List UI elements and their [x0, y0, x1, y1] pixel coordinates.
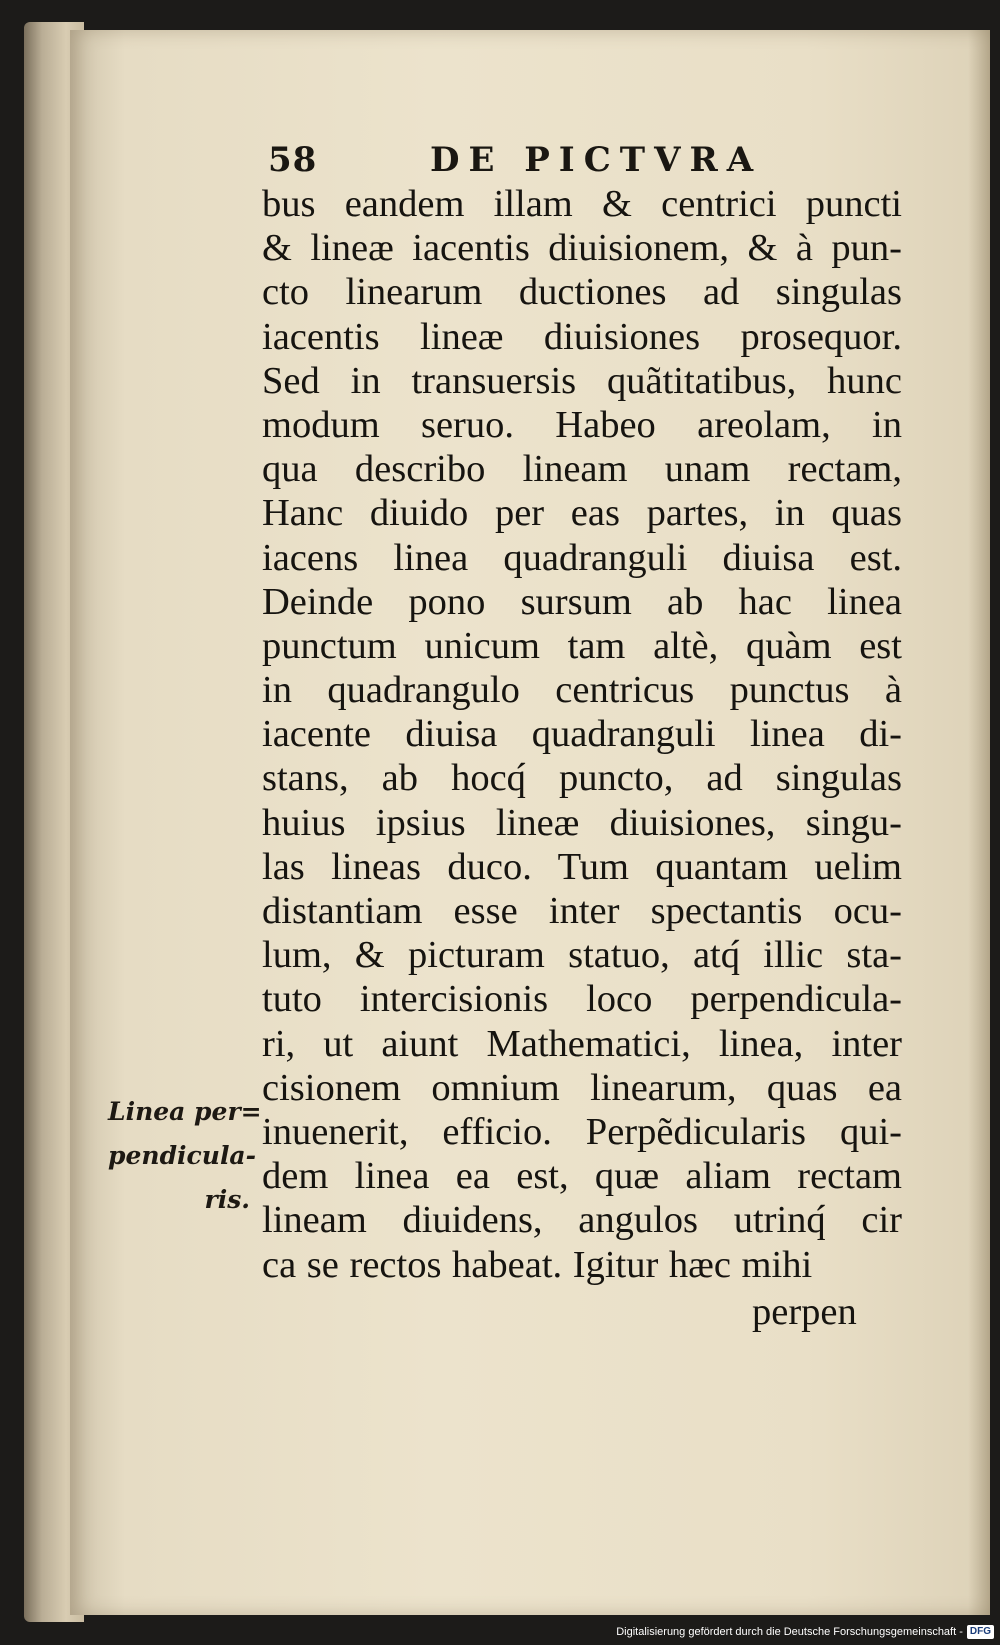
body-text [262, 182, 902, 1287]
credit-text: Digitalisierung gefördert durch die Deutsche Forschungsgemeinschaft - [616, 1626, 963, 1638]
page-edge-shadow [968, 30, 990, 1615]
text-line: lum, & picturam statuo, atq́ illic sta- [262, 934, 902, 977]
text-line: Deinde pono sursum ab hac linea [262, 580, 902, 623]
text-line: ca se rectos habeat. Igitur hæc mihi [262, 1243, 813, 1286]
text-line: punctum unicum tam altè, quàm est [262, 624, 902, 667]
text-line: lineam diuidens, angulos utrinq́ cir [262, 1199, 902, 1242]
text-line: iacens linea quadranguli diuisa est. [262, 536, 902, 579]
text-line: distantiam esse inter spectantis ocu- [262, 890, 902, 932]
text-line: stans, ab hocq́ puncto, ad singulas [262, 757, 902, 800]
catchword: perpen [752, 1291, 857, 1333]
marginal-note-line: Linea per= [108, 1097, 262, 1126]
text-line: iacentis lineæ diuisiones prosequor. [262, 315, 902, 358]
page-header [268, 140, 768, 186]
text-line: huius ipsius lineæ diuisiones, singu- [262, 801, 902, 844]
digitization-credit [616, 1623, 994, 1641]
marginal-note [108, 1090, 262, 1222]
running-head: DE PICTVRA [430, 140, 763, 180]
text-line: bus eandem illam & centrici puncti [262, 183, 902, 225]
text-line: dem linea ea est, quæ aliam rectam [262, 1155, 902, 1198]
text-line: modum seruo. Habeo areolam, in [262, 403, 902, 446]
text-line: cto linearum ductiones ad singulas [262, 271, 902, 314]
text-line: inuenerit, efficio. Perpẽdicularis qui- [262, 1110, 902, 1153]
marginal-note-line: ris. [204, 1185, 250, 1214]
text-line: ri, ut aiunt Mathematici, linea, inter [262, 1022, 902, 1065]
text-line: las lineas duco. Tum quantam uelim [262, 845, 902, 888]
text-line: in quadrangulo centricus punctus à [262, 669, 902, 712]
text-line: Hanc diuido per eas partes, in quas [262, 492, 902, 535]
text-line: tuto intercisionis loco perpendicula- [262, 978, 902, 1021]
text-line: iacente diuisa quadranguli linea di- [262, 713, 902, 756]
marginal-note-line: pendicula- [108, 1141, 257, 1170]
text-line: & lineæ iacentis diuisionem, & à pun- [262, 227, 902, 270]
page-number: 58 [268, 140, 318, 180]
text-line: cisionem omnium linearum, quas ea [262, 1066, 902, 1109]
text-line: Sed in transuersis quãtitatibus, hunc [262, 359, 902, 402]
text-line: qua describo lineam unam rectam, [262, 448, 902, 491]
dfg-logo-icon: DFG [967, 1625, 994, 1639]
